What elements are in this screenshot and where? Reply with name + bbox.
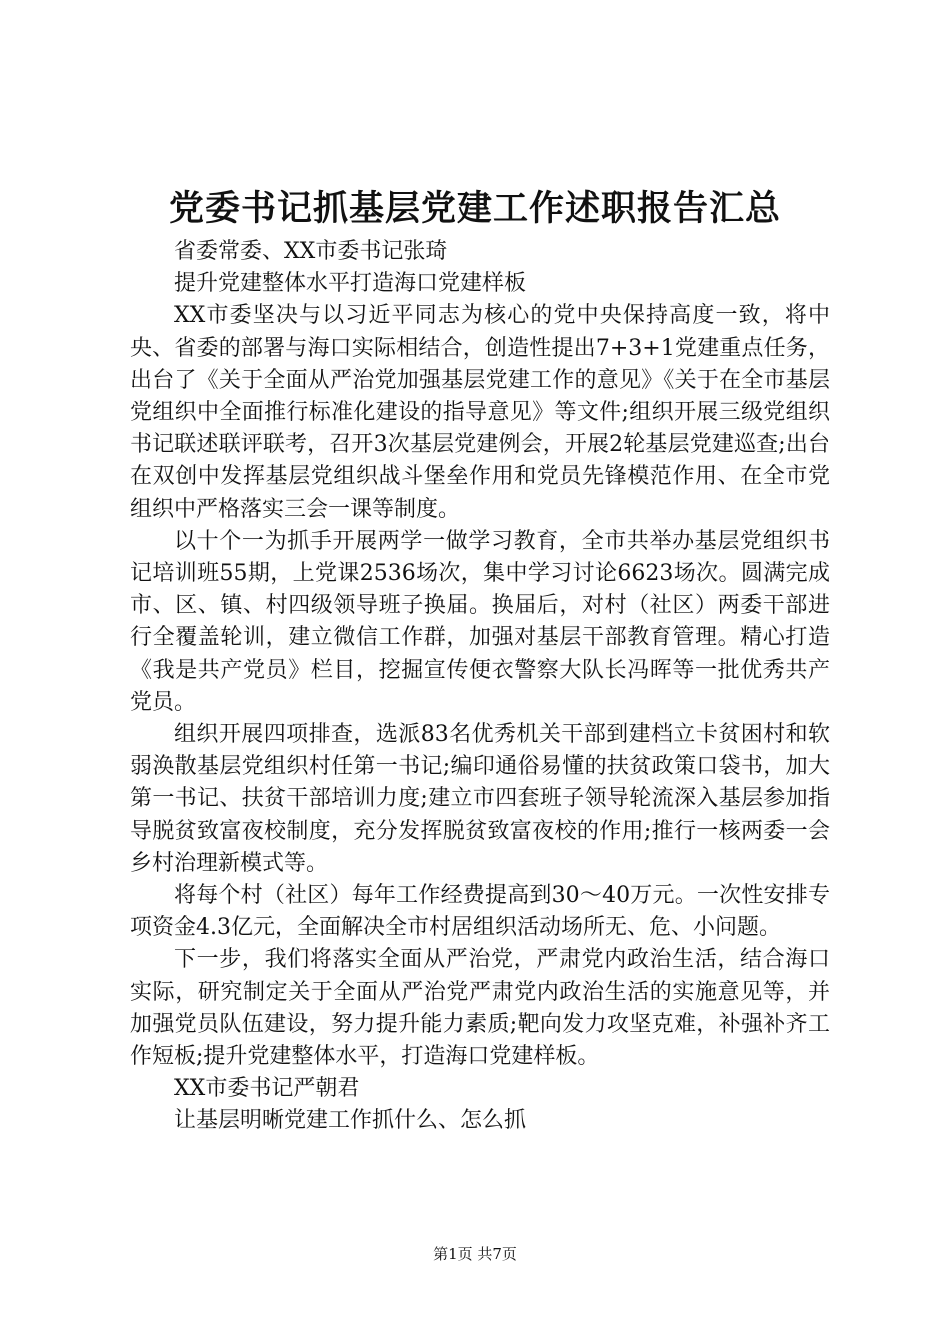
page-total: 共7页 [477,1245,517,1263]
body-paragraph: XX市委坚决与以习近平同志为核心的党中央保持高度一致，将中央、省委的部署与海口实际相结合，创造性提出7+3+1党建重点任务，出台了《关于全面从严治党加强基层党建工作的意见》《关于在全市基层党组织中全面推行标准化建设的指导意见》等文件;组织开展三级党组织书记联述联评联考，召开3次基层党建例会，开展2轮基层党建巡查;出台在双创中发挥基层党组织战斗堡垒作用和党员先锋模范作用、在全市党组织中严格落实三会一课等制度。 [130,303,830,522]
section-heading: 让基层明晰党建工作抓什么、怎么抓 [174,1108,527,1134]
body-paragraph: 将每个村（社区）每年工作经费提高到30～40万元。一次性安排专项资金4.3亿元，全面解决全市村居组织活动场所无、危、小问题。 [130,883,830,941]
author-line: 省委常委、XX市委书记张琦 [174,239,448,264]
document-title: 党委书记抓基层党建工作述职报告汇总 [168,188,781,229]
body-paragraph: 以十个一为抓手开展两学一做学习教育，全市共举办基层党组织书记培训班55期，上党课2536场次，集中学习讨论6623场次。圆满完成市、区、镇、村四级领导班子换届。换届后，对村（社区）两委干部进行全覆盖轮训，建立微信工作群，加强对基层干部教育管理。精心打造《我是共产党员》栏目，挖掘宣传便衣警察大队长冯晖等一批优秀共产党员。 [130,528,830,715]
body-paragraph: 下一步，我们将落实全面从严治党，严肃党内政治生活，结合海口实际，研究制定关于全面从严治党严肃党内政治生活的实施意见等，并加强党员队伍建设，努力提升能力素质;靶向发力攻坚克难，补强补齐工作短板;提升党建整体水平，打造海口党建样板。 [130,947,830,1070]
section-heading: 提升党建整体水平打造海口党建样板 [174,271,527,297]
page-number: 第1页 [433,1245,473,1263]
document-body [130,236,830,1138]
author-line: XX市委书记严朝君 [174,1076,360,1102]
body-paragraph: 组织开展四项排查，选派83名优秀机关干部到建档立卡贫困村和软弱涣散基层党组织村任第一书记;编印通俗易懂的扶贫政策口袋书，加大第一书记、扶贫干部培训力度;建立市四套班子领导轮流深入基层参加指导脱贫致富夜校制度，充分发挥脱贫致富夜校的作用;推行一核两委一会乡村治理新模式等。 [130,722,830,876]
page-footer [0,1244,950,1264]
